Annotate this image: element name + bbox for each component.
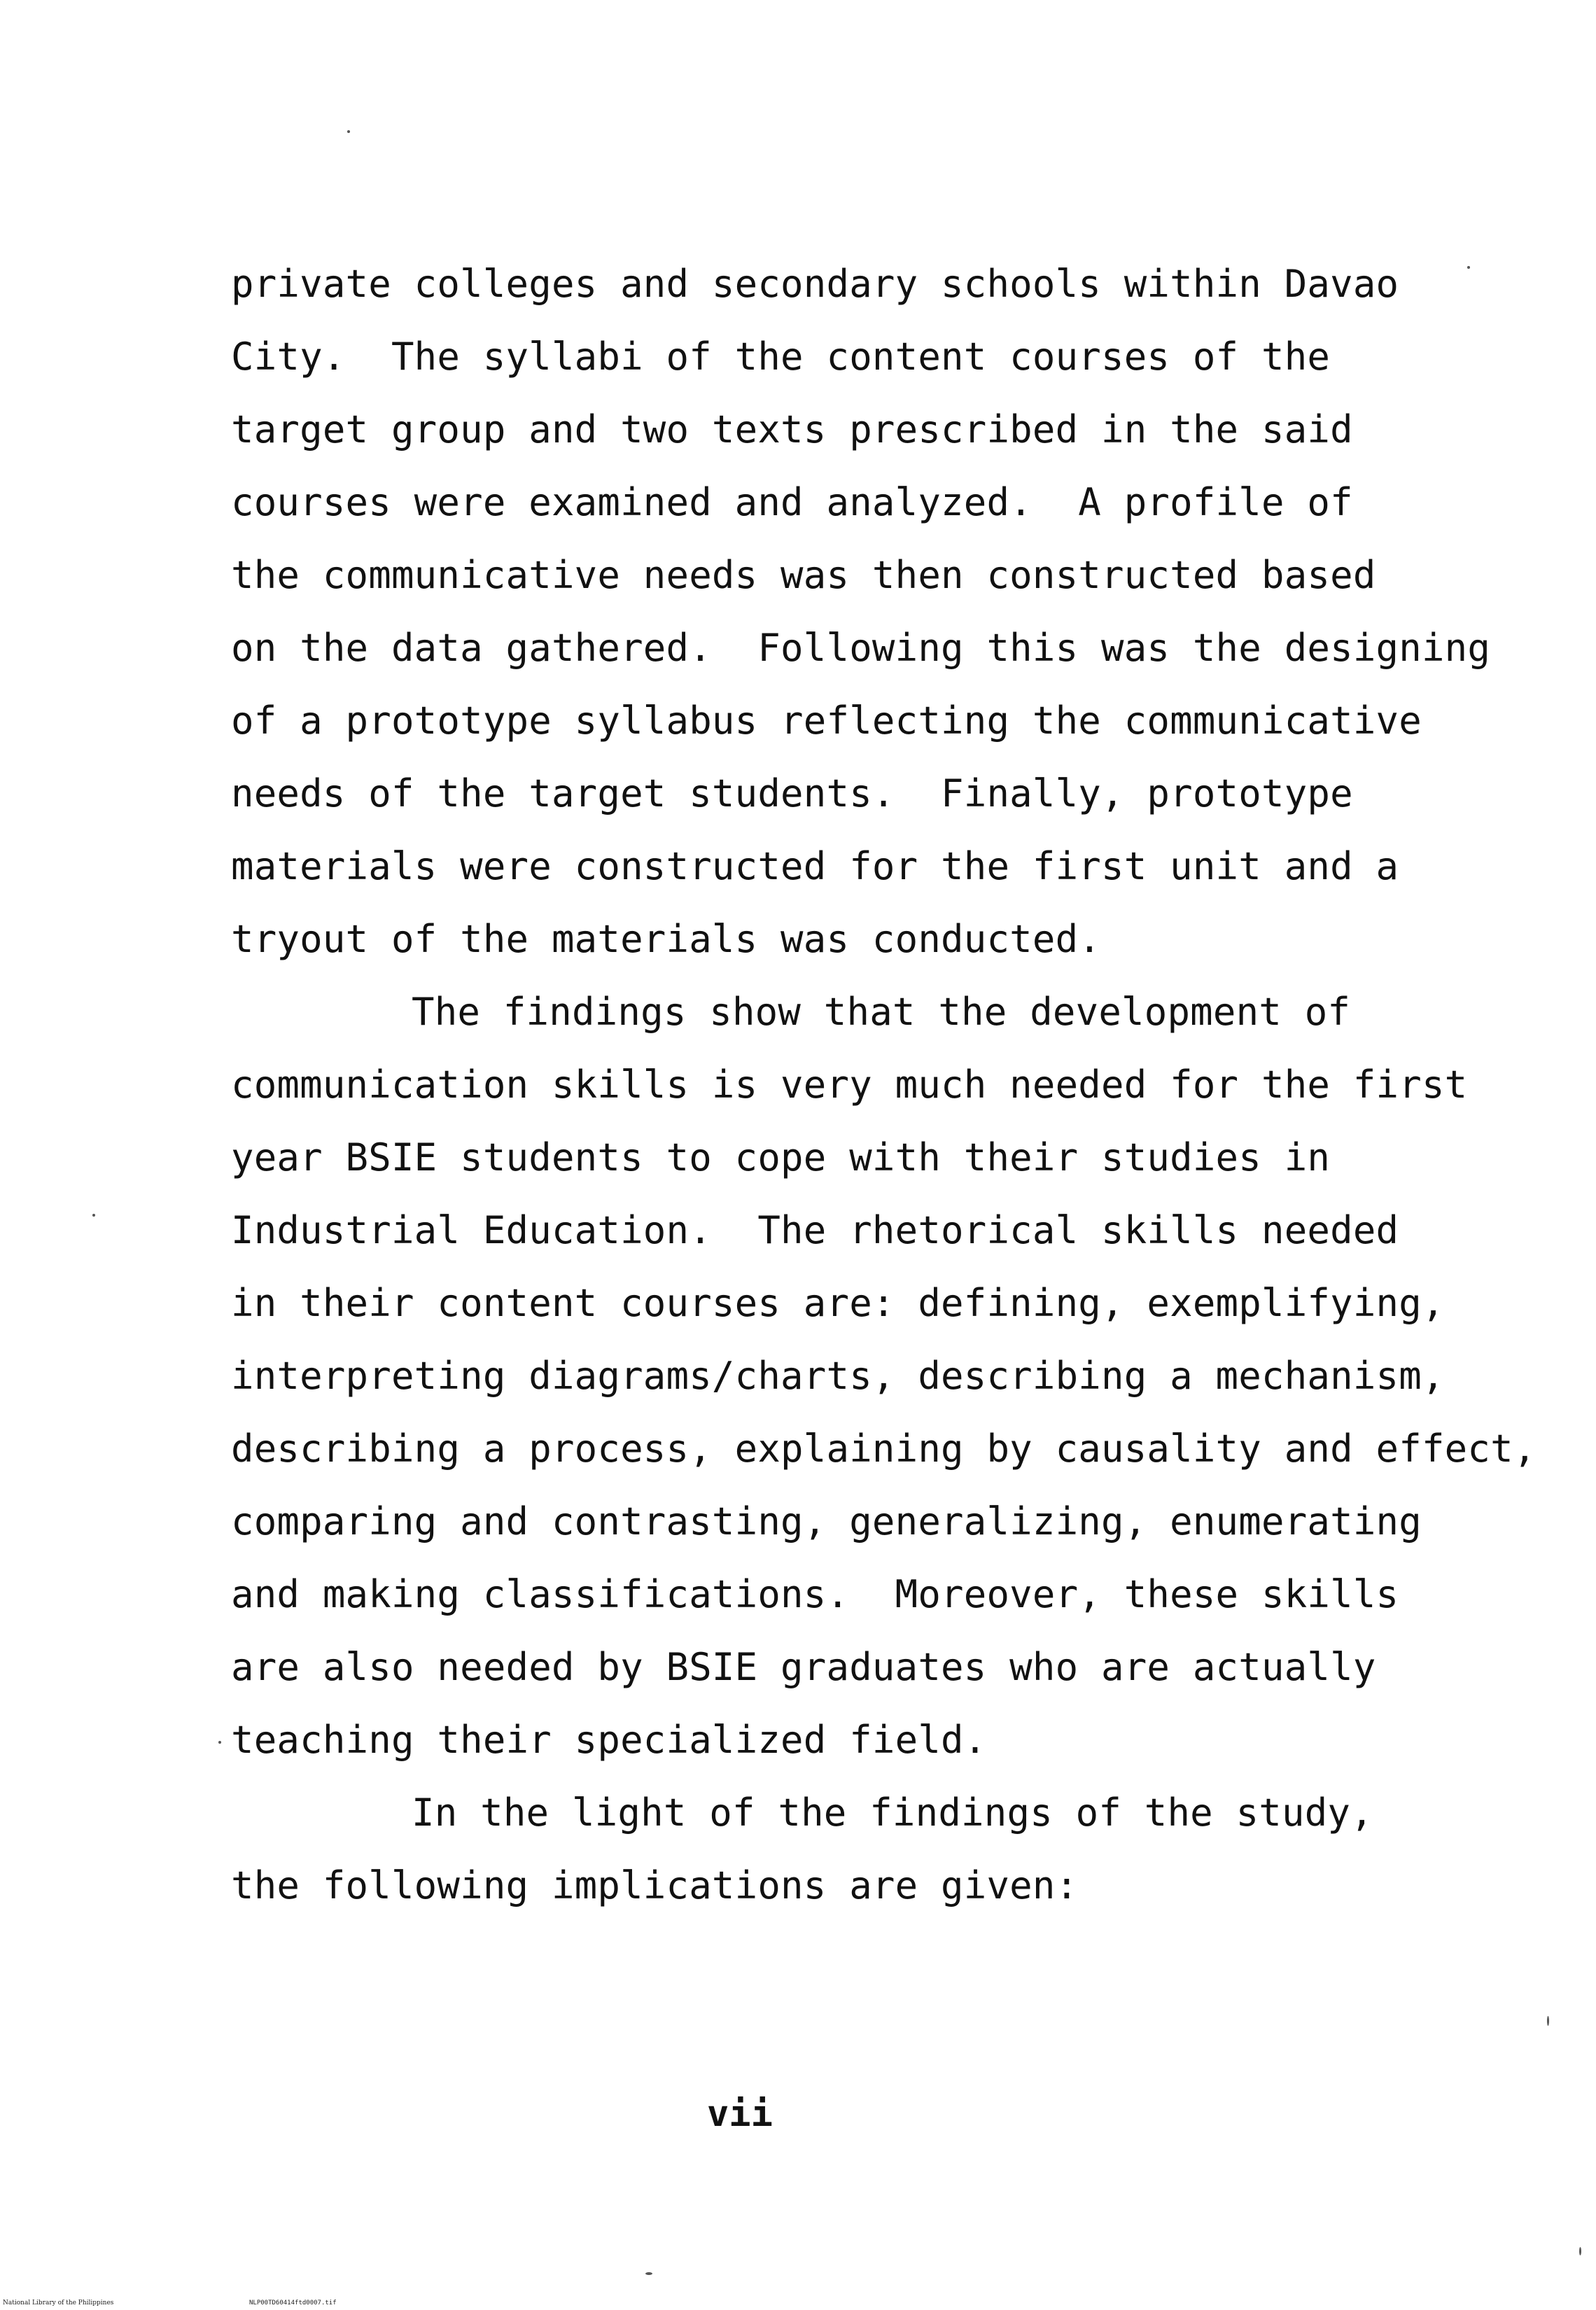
scan-speck: [92, 1214, 95, 1217]
text-line-6: on the data gathered. Following this was the designing: [231, 626, 1491, 670]
text-line-10: tryout of the materials was conducted.: [231, 917, 1102, 961]
text-line-9: materials were constructed for the first unit and a: [231, 844, 1399, 888]
text-line-8: needs of the target students. Finally, prototype: [231, 771, 1353, 816]
text-line-18: comparing and contrasting, generalizing, enumerating: [231, 1499, 1422, 1544]
footer-library-name: National Library of the Philippines: [3, 2300, 114, 2306]
text-line-19: and making classifications. Moreover, these skills: [231, 1572, 1399, 1616]
text-line-2: City. The syllabi of the content courses of the: [231, 335, 1331, 379]
scan-speck: [218, 1741, 221, 1744]
text-line-7: of a prototype syllabus reflecting the communicative: [231, 699, 1422, 743]
text-line-4: courses were examined and analyzed. A profile of: [231, 480, 1353, 524]
text-line-11: The findings show that the development of: [412, 990, 1351, 1034]
text-line-16: interpreting diagrams/charts, describing a mechanism,: [231, 1354, 1445, 1398]
text-line-14: Industrial Education. The rhetorical skills needed: [231, 1208, 1399, 1252]
scan-speck: [1579, 2247, 1581, 2255]
text-line-5: the communicative needs was then constructed based: [231, 553, 1376, 597]
text-line-20: are also needed by BSIE graduates who are actually: [231, 1645, 1376, 1689]
text-line-15: in their content courses are: defining, exemplifying,: [231, 1281, 1445, 1325]
scan-speck: [1467, 266, 1470, 269]
page-number: vii: [707, 2093, 773, 2135]
text-line-1: private colleges and secondary schools within Davao: [231, 262, 1399, 306]
scan-speck: [1547, 2016, 1549, 2026]
footer-file-id: NLP00TD60414ftd0007.tif: [249, 2300, 337, 2306]
scan-speck: [645, 2272, 652, 2275]
scan-speck: [347, 130, 350, 133]
text-line-3: target group and two texts prescribed in the said: [231, 407, 1353, 451]
text-line-12: communication skills is very much needed for the first: [231, 1063, 1468, 1107]
text-line-13: year BSIE students to cope with their studies in: [231, 1135, 1331, 1180]
text-line-21: teaching their specialized field.: [231, 1718, 987, 1762]
text-line-23: the following implications are given:: [231, 1863, 1079, 1907]
text-line-22: In the light of the findings of the study,: [412, 1791, 1373, 1835]
text-line-17: describing a process, explaining by causality and effect,: [231, 1427, 1536, 1471]
